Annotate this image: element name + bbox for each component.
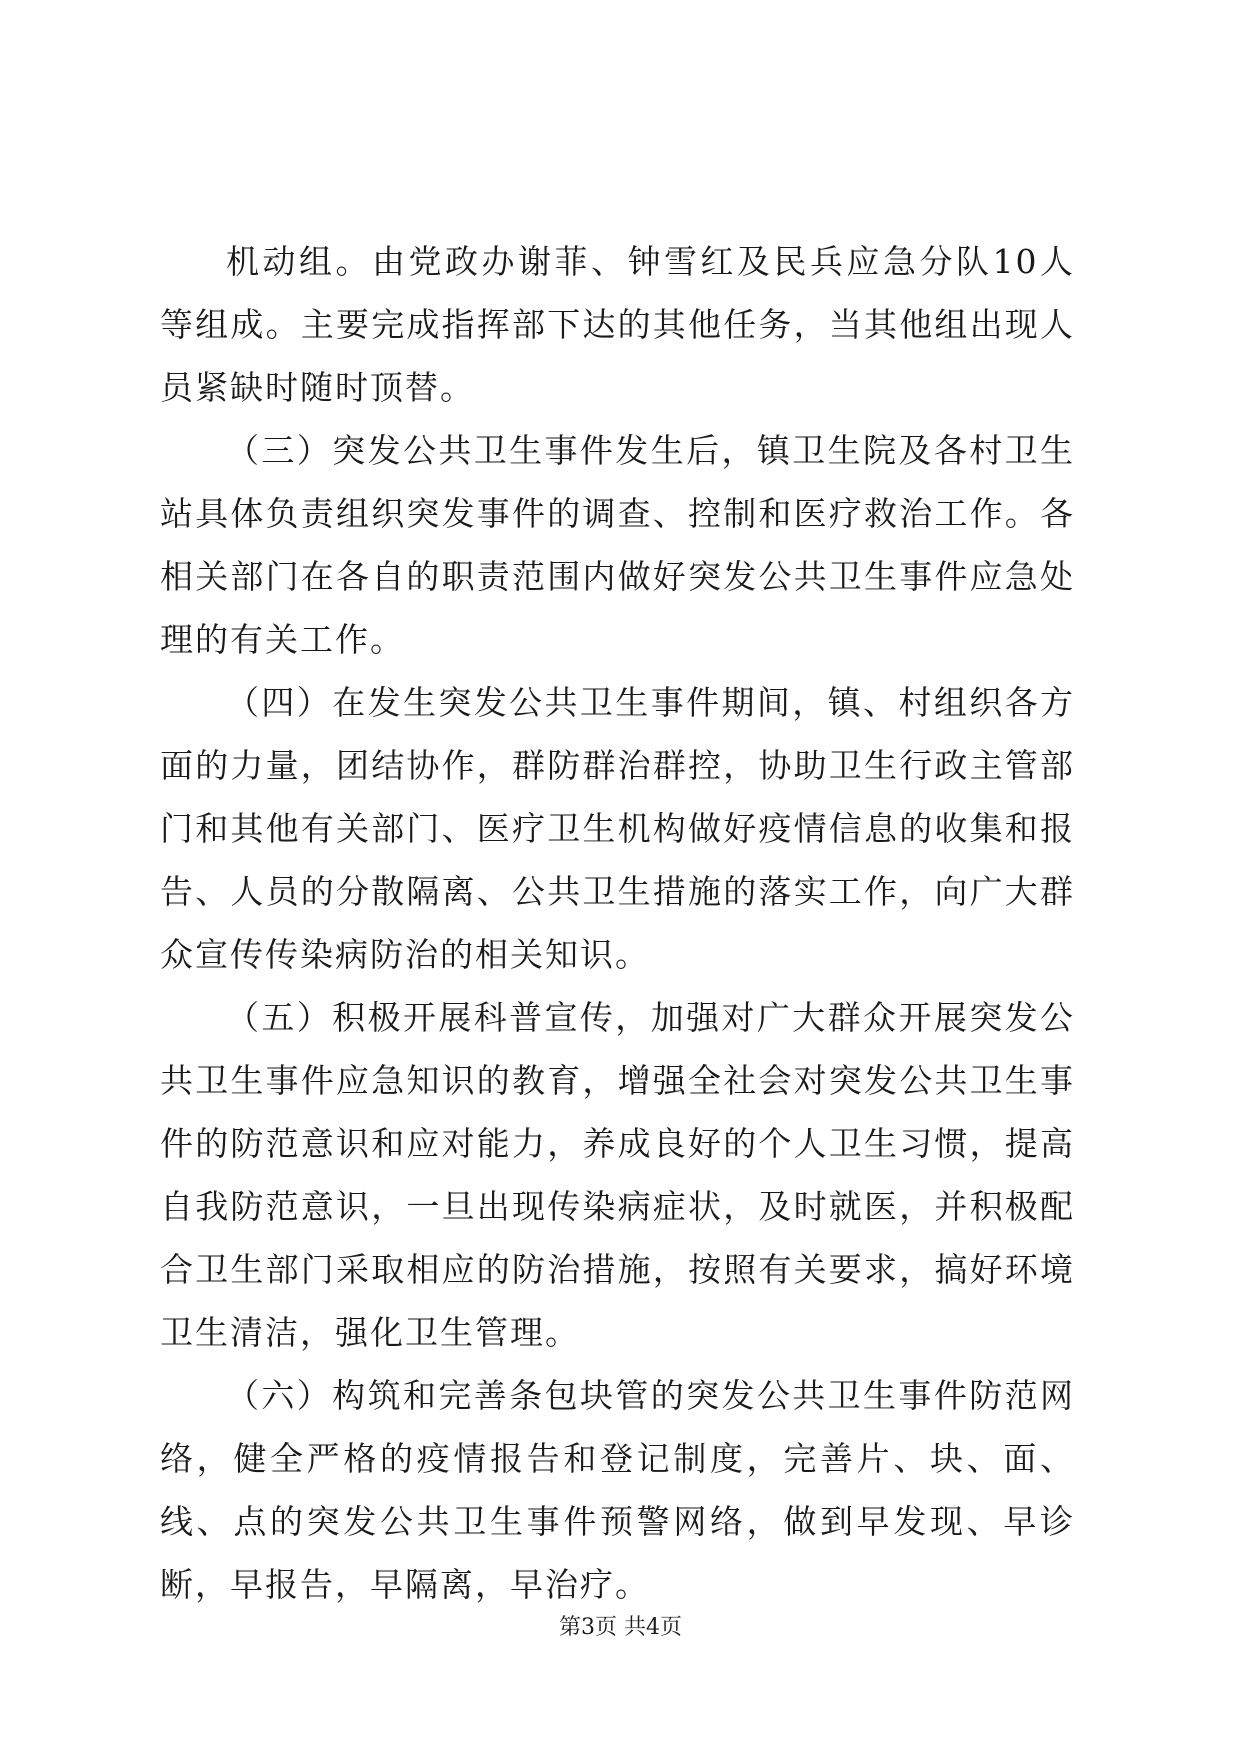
paragraph-five: （五）积极开展科普宣传，加强对广大群众开展突发公共卫生事件应急知识的教育，增强全社会对突发公共卫生事件的防范意识和应对能力，养成良好的个人卫生习惯，提高自我防范意识，一旦出现传染病症状，及时就医，并积极配合卫生部门采取相应的防治措施，按照有关要求，搞好环境卫生清洁，强化卫生管理。	[160, 998, 1075, 1352]
document-body	[160, 230, 1075, 1616]
paragraph-mobile-group: 机动组。由党政办谢菲、钟雪红及民兵应急分队10人等组成。主要完成指挥部下达的其他任务，当其他组出现人员紧缺时随时顶替。	[160, 242, 1075, 407]
paragraph-four: （四）在发生突发公共卫生事件期间，镇、村组织各方面的力量，团结协作，群防群治群控，协助卫生行政主管部门和其他有关部门、医疗卫生机构做好疫情信息的收集和报告、人员的分散隔离、公共卫生措施的落实工作，向广大群众宣传传染病防治的相关知识。	[160, 683, 1075, 974]
paragraph-six: （六）构筑和完善条包块管的突发公共卫生事件防范网络，健全严格的疫情报告和登记制度，完善片、块、面、线、点的突发公共卫生事件预警网络，做到早发现、早诊断，早报告，早隔离，早治疗。	[160, 1376, 1075, 1604]
paragraph-three: （三）突发公共卫生事件发生后，镇卫生院及各村卫生站具体负责组织突发事件的调查、控制和医疗救治工作。各相关部门在各自的职责范围内做好突发公共卫生事件应急处理的有关工作。	[160, 431, 1075, 659]
page-number-footer: 第3页 共4页	[559, 1615, 682, 1640]
